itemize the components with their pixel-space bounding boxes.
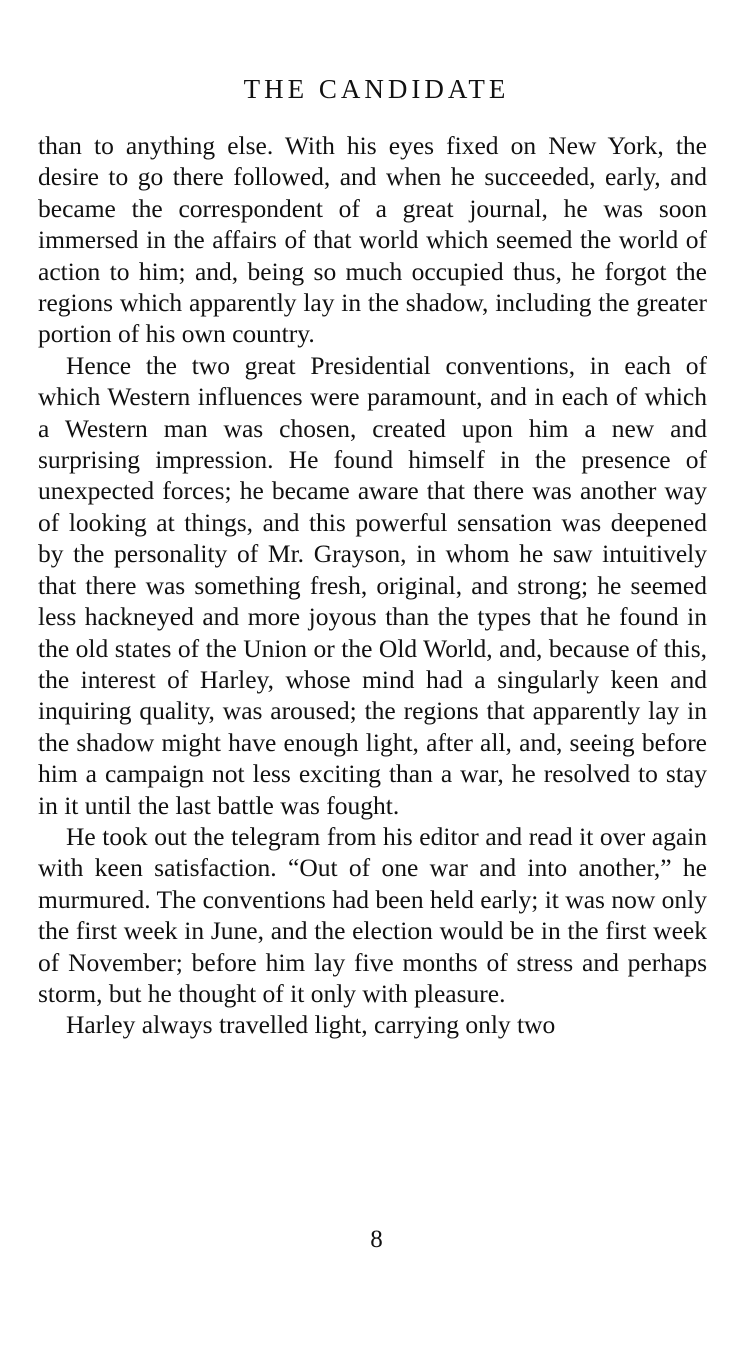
paragraph-3: He took out the telegram from his editor and read it over again with keen satisfaction. “Out of one war and into another,” he murmured. The conventions had been held early; it was now only the first week in June, and the election would be in the first week of November; before him lay five months of stress and perhaps storm, but he thought of it only with pleasure.: [38, 821, 707, 1008]
paragraph-4: Harley always travelled light, carrying only two: [66, 1010, 556, 1040]
running-head: THE CANDIDATE: [243, 74, 510, 104]
page-number: 8: [370, 1226, 383, 1253]
paragraph-1: than to anything else. With his eyes fixed on New York, the desire to go there followed, and when he succeeded, early, and became the correspondent of a great journal, he was soon immersed in the affairs of that world which seemed the world of action to him; and, being so much occupied thus, he forgot the regions which apparently lay in the shadow, including the greater portion of his own country.: [38, 131, 707, 349]
paragraph-2: Hence the two great Presidential conventions, in each of which Western influences were paramount, and in each of which a Western man was chosen, created upon him a new and surprising impression. He found himself in the presence of unexpected forces; he became aware that there was another way of looking at things, and this powerful sensation was deepened by the personality of Mr. Grayson, in whom he saw intuitively that there was something fresh, original, and strong; he seemed less hackneyed and more joyous than the types that he found in the old states of the Union or the Old World, and, because of this, the interest of Harley, whose mind had a singularly keen and inquiring quality, was aroused; the regions that apparently lay in the shadow might have enough light, after all, and, seeing before him a campaign not less exciting than a war, he resolved to stay in it until the last battle was fought.: [38, 350, 707, 820]
body-text: [38, 130, 707, 1041]
